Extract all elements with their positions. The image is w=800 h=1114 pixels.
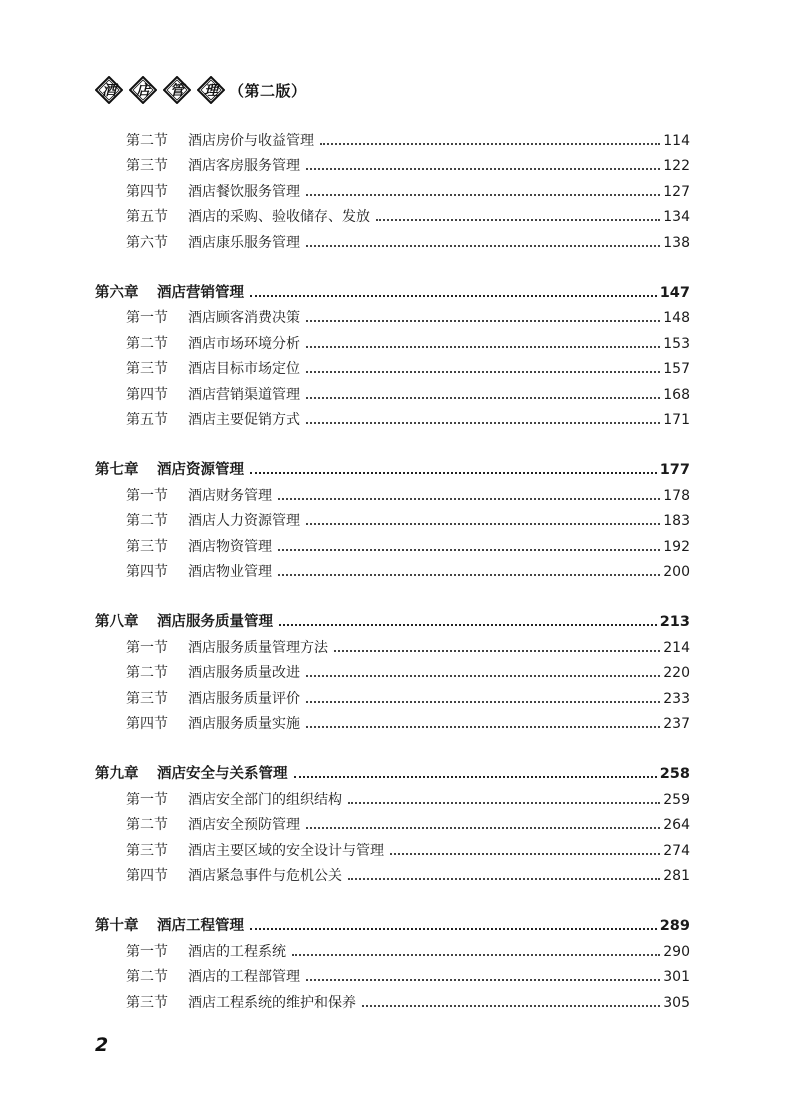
toc-entry-title: 酒店服务质量实施 xyxy=(188,716,300,732)
toc-entry-number: 第八章 xyxy=(95,614,139,631)
toc-entry-number: 第四节 xyxy=(126,868,168,884)
dot-leader xyxy=(306,522,660,525)
toc-entry-number: 第二节 xyxy=(126,969,168,986)
toc-entry-title: 酒店人力资源管理 xyxy=(188,513,300,530)
toc-entry-page: 153 xyxy=(663,335,690,352)
book-title-seals xyxy=(95,76,225,104)
toc-entry-page: 171 xyxy=(663,412,690,428)
dot-leader xyxy=(306,396,660,399)
dot-leader xyxy=(292,953,660,956)
toc-entry-page: 214 xyxy=(663,639,690,656)
toc-entry-page: 213 xyxy=(659,614,690,631)
toc-entry-page: 114 xyxy=(663,133,690,149)
title-seal-char: 管 xyxy=(170,83,184,99)
toc-entry-page: 178 xyxy=(663,487,690,504)
toc-entry-page: 122 xyxy=(663,158,690,175)
toc-entry-title: 酒店康乐服务管理 xyxy=(188,234,300,251)
toc-section-entry[interactable] xyxy=(126,384,690,404)
toc-entry-number: 第一节 xyxy=(126,487,168,504)
toc-chapter-entry[interactable] xyxy=(95,611,690,631)
dot-leader xyxy=(278,573,660,576)
toc-section-entry[interactable] xyxy=(126,409,690,429)
toc-entry-page: 264 xyxy=(663,817,690,834)
toc-section-entry[interactable] xyxy=(126,130,690,150)
dot-leader xyxy=(390,852,660,855)
toc-section-entry[interactable] xyxy=(126,307,690,327)
toc-entry-number: 第七章 xyxy=(95,462,139,479)
dot-leader xyxy=(278,548,660,551)
toc-section-entry[interactable] xyxy=(126,561,690,581)
edition-label: （第二版） xyxy=(229,81,307,100)
toc-entry-number: 第三节 xyxy=(126,842,168,859)
toc-entry-title: 酒店目标市场定位 xyxy=(188,361,300,378)
toc-entry-number: 第三节 xyxy=(126,538,168,555)
toc-entry-number: 第二节 xyxy=(126,335,168,352)
toc-entry-number: 第五节 xyxy=(126,209,168,226)
toc-chapter-entry[interactable] xyxy=(95,763,690,783)
toc-entry-number: 第一节 xyxy=(126,943,168,960)
toc-entry-number: 第三节 xyxy=(126,158,168,175)
toc-entry-number: 第一节 xyxy=(126,791,168,808)
toc-entry-title: 酒店紧急事件与危机公关 xyxy=(188,868,342,884)
dot-leader xyxy=(320,142,660,145)
toc-section-entry[interactable] xyxy=(126,536,690,556)
toc-entry-number: 第四节 xyxy=(126,564,168,580)
toc-section-entry[interactable] xyxy=(126,814,690,834)
toc-entry-number: 第十章 xyxy=(95,918,139,935)
dot-leader xyxy=(362,1004,660,1007)
toc-entry-title: 酒店服务质量管理方法 xyxy=(188,639,328,656)
dot-leader xyxy=(250,294,657,297)
toc-section-entry[interactable] xyxy=(126,865,690,885)
toc-section-entry[interactable] xyxy=(126,941,690,961)
toc-entry-page: 134 xyxy=(663,209,690,226)
toc-section-entry[interactable] xyxy=(126,155,690,175)
toc-section-entry[interactable] xyxy=(126,181,690,201)
toc-entry-title: 酒店的工程系统 xyxy=(188,943,286,960)
title-seal xyxy=(197,76,225,104)
toc-entry-title: 酒店工程系统的维护和保养 xyxy=(188,994,356,1011)
toc-entry-title: 酒店安全与关系管理 xyxy=(157,766,288,783)
toc-section-entry[interactable] xyxy=(126,333,690,353)
toc-entry-number: 第一节 xyxy=(126,639,168,656)
dot-leader xyxy=(376,218,660,221)
toc-entry-page: 259 xyxy=(663,791,690,808)
toc-entry-number: 第三节 xyxy=(126,690,168,707)
dot-leader xyxy=(306,421,660,424)
toc-entry-page: 138 xyxy=(663,234,690,251)
dot-leader xyxy=(306,826,660,829)
toc-entry-title: 酒店服务质量管理 xyxy=(157,614,273,631)
title-seal-char: 店 xyxy=(136,83,150,99)
toc-entry-number: 第二节 xyxy=(126,133,168,149)
toc-entry-title: 酒店的采购、验收储存、发放 xyxy=(188,209,370,226)
toc-entry-page: 290 xyxy=(663,943,690,960)
toc-entry-title: 酒店财务管理 xyxy=(188,487,272,504)
toc-section-entry[interactable] xyxy=(126,206,690,226)
title-seal-char: 酒 xyxy=(102,83,116,99)
toc-entry-title: 酒店顾客消费决策 xyxy=(188,310,300,327)
toc-entry-title: 酒店营销渠道管理 xyxy=(188,386,300,403)
dot-leader xyxy=(306,978,660,981)
dot-leader xyxy=(334,649,660,652)
toc-entry-number: 第六章 xyxy=(95,285,139,301)
dot-leader xyxy=(294,775,657,778)
dot-leader xyxy=(279,623,657,626)
toc-entry-title: 酒店营销管理 xyxy=(157,285,244,301)
toc-entry-page: 233 xyxy=(663,690,690,707)
toc-entry-title: 酒店的工程部管理 xyxy=(188,969,300,986)
toc-section-entry[interactable] xyxy=(126,637,690,657)
toc-entry-title: 酒店服务质量评价 xyxy=(188,690,300,707)
dot-leader xyxy=(306,345,660,348)
dot-leader xyxy=(250,471,657,474)
toc-entry-number: 第二节 xyxy=(126,665,168,682)
dot-leader xyxy=(250,927,657,930)
dot-leader xyxy=(306,244,660,247)
toc-entry-number: 第五节 xyxy=(126,412,168,428)
toc-entry-number: 第二节 xyxy=(126,513,168,530)
toc-section-entry[interactable] xyxy=(126,662,690,682)
toc-entry-page: 289 xyxy=(659,918,690,935)
toc-entry-page: 168 xyxy=(663,386,690,403)
dot-leader xyxy=(306,193,660,196)
toc-entry-title: 酒店资源管理 xyxy=(157,462,244,479)
title-seal xyxy=(163,76,191,104)
toc-entry-number: 第三节 xyxy=(126,361,168,378)
toc-entry-page: 305 xyxy=(663,994,690,1011)
toc-entry-page: 127 xyxy=(663,183,690,200)
toc-entry-page: 281 xyxy=(663,868,690,884)
title-seal xyxy=(95,76,123,104)
dot-leader xyxy=(306,319,660,322)
toc-section-entry[interactable] xyxy=(126,992,690,1012)
toc-entry-page: 177 xyxy=(659,462,690,479)
toc-section-entry[interactable] xyxy=(126,510,690,530)
toc-entry-page: 220 xyxy=(663,665,690,682)
toc-entry-page: 192 xyxy=(663,538,690,555)
toc-chapter-entry[interactable] xyxy=(95,915,690,935)
toc-entry-page: 157 xyxy=(663,361,690,378)
toc-entry-page: 200 xyxy=(663,564,690,580)
toc-section-entry[interactable] xyxy=(126,789,690,809)
toc-entry-title: 酒店主要促销方式 xyxy=(188,412,300,428)
toc-entry-number: 第六节 xyxy=(126,234,168,251)
toc-entry-number: 第四节 xyxy=(126,716,168,732)
toc-entry-page: 237 xyxy=(663,716,690,732)
toc-entry-title: 酒店物资管理 xyxy=(188,538,272,555)
dot-leader xyxy=(306,725,660,728)
toc-entry-title: 酒店客房服务管理 xyxy=(188,158,300,175)
toc-entry-number: 第一节 xyxy=(126,310,168,327)
toc-entry-page: 147 xyxy=(659,285,690,301)
dot-leader xyxy=(306,700,660,703)
title-seal-char: 理 xyxy=(204,83,218,99)
dot-leader xyxy=(306,167,660,170)
toc-entry-title: 酒店餐饮服务管理 xyxy=(188,183,300,200)
toc-section-entry[interactable] xyxy=(126,688,690,708)
toc-section-entry[interactable] xyxy=(126,485,690,505)
dot-leader xyxy=(306,370,660,373)
page-number: 2 xyxy=(95,1034,109,1056)
toc-entry-number: 第九章 xyxy=(95,766,139,783)
toc-entry-page: 274 xyxy=(663,842,690,859)
toc-entry-number: 第四节 xyxy=(126,386,168,403)
dot-leader xyxy=(348,877,660,880)
toc-chapter-entry[interactable] xyxy=(95,282,690,302)
dot-leader xyxy=(278,497,660,500)
toc-entry-title: 酒店市场环境分析 xyxy=(188,335,300,352)
toc-entry-number: 第三节 xyxy=(126,994,168,1011)
toc-section-entry[interactable] xyxy=(126,840,690,860)
toc-entry-title: 酒店主要区域的安全设计与管理 xyxy=(188,842,384,859)
toc-entry-title: 酒店房价与收益管理 xyxy=(188,133,314,149)
running-header xyxy=(95,73,307,107)
toc-chapter-entry[interactable] xyxy=(95,459,690,479)
toc-section-entry[interactable] xyxy=(126,966,690,986)
toc-entry-number: 第四节 xyxy=(126,183,168,200)
toc-entry-title: 酒店安全预防管理 xyxy=(188,817,300,834)
toc-section-entry[interactable] xyxy=(126,713,690,733)
toc-section-entry[interactable] xyxy=(126,232,690,252)
toc-entry-title: 酒店工程管理 xyxy=(157,918,244,935)
toc-entry-title: 酒店安全部门的组织结构 xyxy=(188,791,342,808)
toc-entry-page: 301 xyxy=(663,969,690,986)
toc-entry-page: 183 xyxy=(663,513,690,530)
toc-entry-number: 第二节 xyxy=(126,817,168,834)
dot-leader xyxy=(306,674,660,677)
toc-entry-page: 148 xyxy=(663,310,690,327)
dot-leader xyxy=(348,801,660,804)
toc-entry-title: 酒店服务质量改进 xyxy=(188,665,300,682)
toc-entry-page: 258 xyxy=(659,766,690,783)
title-seal xyxy=(129,76,157,104)
toc-entry-title: 酒店物业管理 xyxy=(188,564,272,580)
toc-section-entry[interactable] xyxy=(126,358,690,378)
